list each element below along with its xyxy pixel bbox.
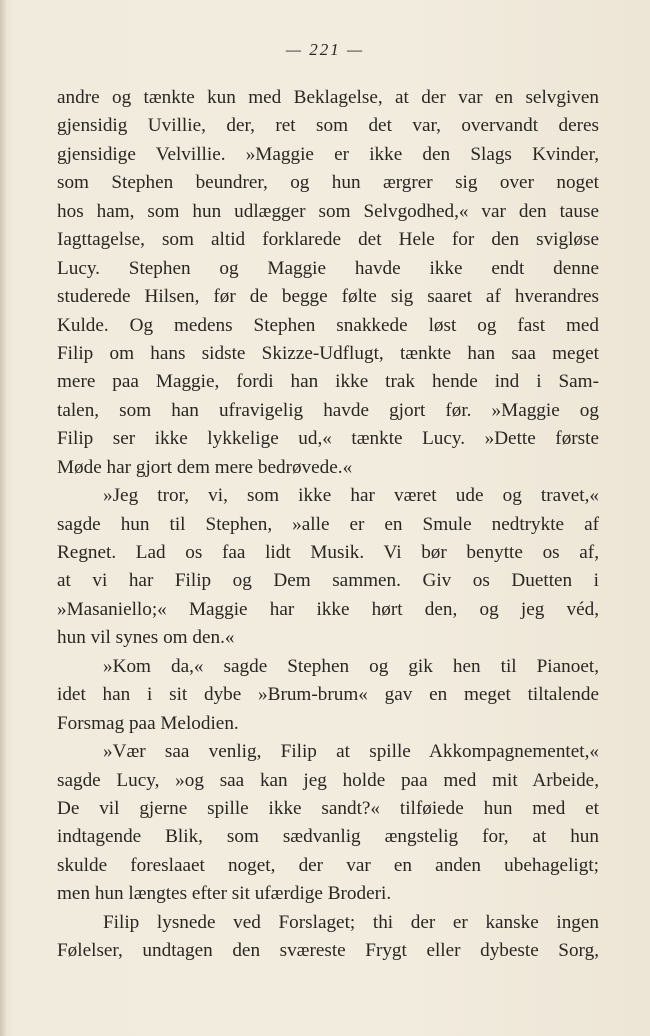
text-line: skulde foreslaaet noget, der var en anden ubehageligt; [57, 854, 599, 876]
text-line: Filip ser ikke lykkelige ud,« tænkte Lucy. »Dette første [57, 428, 599, 450]
text-line: mere paa Maggie, fordi han ikke trak hende ind i Sam- [57, 371, 599, 393]
body-text [57, 84, 599, 966]
text-line: andre og tænkte kun med Beklagelse, at der var en selvgiven [57, 87, 599, 108]
text-line: Forsmag paa Melodien. [57, 712, 239, 734]
text-line: sagde Lucy, »og saa kan jeg holde paa med mit Arbeide, [57, 769, 599, 791]
page-spine-shadow [0, 0, 6, 1036]
text-line: Iagttagelse, som altid forklarede det Hele for den svigløse [57, 229, 599, 251]
text-line: Filip om hans sidste Skizze-Udflugt, tænkte han saa meget [57, 342, 599, 364]
text-line: »Kom da,« sagde Stephen og gik hen til Pianoet, [103, 655, 599, 677]
text-line: studerede Hilsen, før de begge følte sig saaret af hverandres [57, 286, 599, 308]
text-line: Følelser, undtagen den sværeste Frygt eller dybeste Sorg, [57, 940, 599, 962]
text-line: talen, som han ufravigelig havde gjort før. »Maggie og [57, 399, 599, 421]
text-line: »Jeg tror, vi, som ikke har været ude og travet,« [103, 485, 599, 507]
text-line: De vil gjerne spille ikke sandt?« tilføiede hun med et [57, 797, 599, 819]
text-line: at vi har Filip og Dem sammen. Giv os Duetten i [57, 570, 599, 592]
text-line: Regnet. Lad os faa lidt Musik. Vi bør benytte os af, [57, 542, 599, 563]
text-line: idet han i sit dybe »Brum-brum« gav en meget tiltalende [57, 684, 599, 706]
text-line: »Masaniello;« Maggie har ikke hørt den, og jeg véd, [57, 598, 599, 620]
text-line: »Vær saa venlig, Filip at spille Akkompagnementet,« [103, 741, 599, 763]
text-line: Filip lysnede ved Forslaget; thi der er kanske ingen [103, 911, 599, 933]
text-line: Kulde. Og medens Stephen snakkede løst og fast med [57, 314, 599, 336]
text-line: sagde hun til Stephen, »alle er en Smule nedtrykte af [57, 513, 599, 535]
text-line: indtagende Blik, som sædvanlig ængstelig for, at hun [57, 826, 599, 848]
text-line: hun vil synes om den.« [57, 627, 235, 649]
text-line: gjensidig Uvillie, der, ret som det var, overvandt deres [57, 115, 599, 137]
text-line: hos ham, som hun udlægger som Selvgodhed,« var den tause [57, 200, 599, 222]
text-line: Lucy. Stephen og Maggie havde ikke endt denne [57, 257, 599, 279]
text-line: men hun længtes efter sit ufærdige Broderi. [57, 883, 392, 905]
text-line: som Stephen beundrer, og hun ærgrer sig over noget [57, 172, 599, 194]
text-line: gjensidige Velvillie. »Maggie er ikke den Slags Kvinder, [57, 143, 599, 165]
page-number: — 221 — [285, 40, 365, 59]
text-line: Møde har gjort dem mere bedrøvede.« [57, 456, 353, 478]
